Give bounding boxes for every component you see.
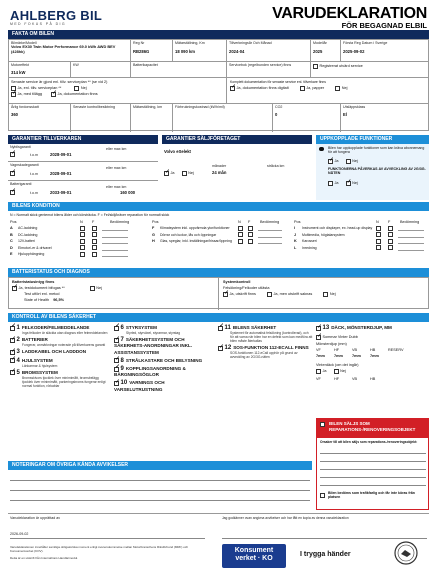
condition-n-checkbox[interactable] [238,226,243,231]
safety-item [10,370,110,388]
service-addition-checkbox[interactable] [11,92,16,97]
condition-n-checkbox[interactable] [376,245,381,250]
updates-box: Bilen har uppkopplade funktioner som kan kräva abonnemang för att fungera ✓Ja Nej FUNKTIONERNA PÅVERKAS AV AVVECKLING AV 2G/3G-NÄTEN Ja ✓ Nej [316,144,429,200]
safety-title: BATTERIER [21,337,48,343]
safety-item [114,380,214,392]
repair-reasons-label: Orsaker till att bilen säljs som reparations-/renoveringsobjekt: [320,440,418,444]
condition-f-checkbox[interactable] [92,232,97,237]
model-label: Bilmärke/Modell [11,41,37,45]
condition-label: Dörrar och luckor, lås och öppningar [160,232,217,237]
condition-label: Multimedia, högtalarsystem [302,232,345,237]
safety-item [218,345,313,359]
co2-value: 0 [275,112,278,117]
condition-label: DC-laddning [18,232,38,237]
section-safety: KONTROLL AV BILENS SÄKERHET [8,313,429,322]
battery-soh-value: 96,5% [53,298,64,302]
seller-warranty-months: 24 mån [212,170,227,175]
safety-number: 6 [120,325,124,331]
condition-rating-line[interactable] [258,243,282,244]
condition-grid [8,219,429,263]
row-tax [9,104,428,132]
battery-cap-label: Batterikapacitet [133,63,158,67]
safety-title: SÄKERHETSSYSTEM OCH SÄKERHETS-ANORDNINGAR INKL. ASSISTANSSYSTEM [114,337,193,355]
condition-n-checkbox[interactable] [238,239,243,244]
safety-item [218,325,313,343]
section-notes: NOTERINGAR OM ÖVRIGA KÄNDA AVVIKELSER [8,461,312,470]
section-updates: UPPKOPPLADE FUNKTIONER [316,135,429,144]
safety-number: 11 [224,325,231,331]
safety-checkbox[interactable] [10,350,15,355]
safety-checkbox[interactable] [10,358,15,363]
safety-item [114,358,214,364]
seller-warranty-yes-checkbox[interactable] [164,171,169,176]
tire-cols: VF HF VB HB RESERV [316,348,404,352]
condition-label: Karosseri [302,239,317,243]
battery-cert-yes-checkbox[interactable] [12,286,17,291]
firstreg-label: Första Reg Datum i Sverige [343,41,388,45]
repair-object-checkbox[interactable] [320,422,325,427]
brand-logo [10,8,102,26]
condition-f-checkbox[interactable] [92,239,97,244]
condition-label: Klimatsystem inkl. uppvärmda ytor/funktioner [160,226,230,230]
condition-row [152,238,290,245]
rust-warranty-checkbox[interactable] [10,171,15,176]
sys-yes-noprintout-checkbox[interactable] [267,292,272,297]
energy-label: Förbrukningskostnad (kWh/mil) [175,105,225,109]
row-power [9,62,428,78]
safety-item [114,337,214,356]
tax-label: Årlig fordonsskatt [11,105,39,109]
condition-n-checkbox[interactable] [80,252,85,257]
warranty-seller: Volvo eSelekt månader stråcka km ✓Ja Nej 24 mån [162,144,312,200]
winter-yes-checkbox[interactable] [316,369,321,374]
condition-label: Hjulupphängning [18,252,45,256]
condition-code: A [10,226,13,230]
condition-code: C [10,239,13,243]
safety-item [114,325,214,335]
seal-icon [394,541,418,565]
safety-col-2 [114,325,214,395]
rust-warranty-until: 2028-09-01 [50,171,72,176]
battery-warranty-km: 160 000 [120,190,136,195]
updates-no-checkbox[interactable] [346,159,351,164]
warranty-dealer: Nybilsgaranti ✓ t.o.m 2028-09-01 eller max km Vagnskadegaranti ✓ t.o.m 2028-09-01 eller max km Batterigaranti ✓ t.o.m 2033-09-01 eller max km 160 000 [8,144,158,200]
updates2-yes-checkbox[interactable] [328,181,333,186]
safety-checkbox[interactable] [218,326,223,331]
sys-yes-printout-checkbox[interactable] [223,292,228,297]
condition-label: 12V-batteri [18,239,35,243]
condition-f-checkbox[interactable] [388,239,393,244]
seller-warranty-name: Volvo eSelekt [164,149,191,154]
safety-checkbox[interactable] [10,370,15,375]
safety-number: 5 [16,369,20,376]
car-facts [8,39,429,131]
safety-col-3 [218,325,313,361]
repair-notice-header: BILEN SÄLJS SOM REPARATIONS-/RENOVERINGSOBJEKT [317,419,428,438]
condition-n-checkbox[interactable] [80,239,85,244]
mileage-value: 18 090 km [175,49,196,54]
safety-subtitle: Bromsskivors tjocklek över minimimått, bromsbelägg tjocklek över minimimått, parkeringsbroms fungerar enligt normal funktion, rörkablar [22,376,106,389]
tires-check[interactable] [316,326,321,331]
safety-subtitle: Länkarmar & hjulsystem [22,363,58,368]
condition-label: Glas, speglar, inkl. inställningar/hissar/öppning [160,239,232,243]
section-warranty-dealer: GARANTIER TILLVERKAREN [8,135,158,144]
condition-n-checkbox[interactable] [80,232,85,237]
safety-subtitle: SOS-funktionen 112-eCall upphör på grund av avveckling av 2G/3G-näten [230,351,298,360]
rust-warranty-label: Vagnskadegaranti [10,163,39,167]
condition-n-checkbox[interactable] [80,226,85,231]
co2-label: CO2 [275,105,283,109]
safety-title: SOS-FUNKTION 112-ECALL FINNS [233,345,309,351]
condition-legend: N = Normalt skick gentemot bilens ålder och körsträcka. F = Fel/skilj/kräver reparation för normalt skick [10,213,170,217]
condition-col2: Pos N F Bedömning F Klimatsystem inkl. uppvärmda ytor/funktioner G Dörrar och luckor, lås och öppningar H Glas, speglar, inkl. inställningar/hissar/öppning [152,219,290,245]
condition-n-checkbox[interactable] [376,232,381,237]
battery-cert-label: Batteristatusintyg finns [12,280,55,284]
condition-f-checkbox[interactable] [388,226,393,231]
safety-title: HJULSYSTEM [21,357,53,363]
doc-subtitle: FÖR BEGAGNAD ELBIL [341,21,427,30]
condition-f-checkbox[interactable] [92,226,97,231]
safety-col-1 [10,325,110,390]
condition-list-1 [10,225,148,258]
safety-checkbox[interactable] [114,381,119,386]
safety-item [114,366,214,378]
battery-box: Batteristatusintyg finns ✓Ja, testdokument bifogas ** Nej Test utfört enl. metod State of Health 96,5% Systemkontroll Felsökning/Felkoder utlästa ✓Ja, utskrift finns Ja, men utskrift saknas Nej [8,277,429,309]
model-value: Volvo EX30 Twin Motor Performance 69.0 kWh AWD BEV (428hk) [11,44,116,54]
condition-f-checkbox[interactable] [92,245,97,250]
safety-title: LADDKABEL OCH LADDDON [21,349,87,355]
safety-checkbox[interactable] [114,358,119,363]
prepared-by-label: Varudeklaration är upprättad av [10,516,61,520]
modelyear-label: Modellår [313,41,327,45]
traffic-danger-checkbox[interactable] [320,493,325,498]
safety-number: 8 [120,357,124,364]
safety-number: 9 [120,366,124,373]
inspection-km-label: Mätarställning, km [133,105,163,109]
condition-code: L [294,245,297,250]
safety-item [10,358,110,368]
battery-warranty-until: 2033-09-01 [50,190,72,195]
condition-f-checkbox[interactable] [92,252,97,257]
safety-checkbox[interactable] [114,367,119,372]
new-warranty-until: 2028-09-01 [50,152,72,157]
condition-f-checkbox[interactable] [388,232,393,237]
made-label: Tillverkningsår Och Månad [229,41,272,45]
safety-number: 7 [120,337,124,344]
service-no-checkbox[interactable] [74,86,79,91]
reg-value: RB286G [133,49,150,54]
section-warranty-seller: GARANTIER SÄLJFÖRETAGET [162,135,312,144]
condition-f-checkbox[interactable] [248,226,253,231]
condition-n-checkbox[interactable] [238,232,243,237]
section-condition: BILENS KONDITION [8,202,429,211]
condition-list-3 [294,225,429,251]
condition-code: H [152,239,155,243]
sys-no-checkbox[interactable] [323,292,328,297]
doc-title [272,5,427,30]
tire-vals: 7mm 7mm 7mm 7mm [316,354,379,358]
condition-code: I [294,226,296,230]
power-value: 314 kW [11,70,26,75]
section-battery: BATTERISTATUS OCH DIAGNOS [8,268,429,277]
servicebook-label: Servicebok (regelbunden service) finns [229,63,292,67]
updates-2g3g-question: FUNKTIONERNA PÅVERKAS AV AVVECKLING AV 2G/3G-NÄTEN [328,167,426,176]
inspection-label: Senaste kontrollbesiktning [73,105,115,109]
condition-n-checkbox[interactable] [376,226,381,231]
prepared-date: 2026-09-02 [10,532,29,536]
trust-text: I trygga händer [300,551,351,558]
condition-rating-line[interactable] [102,256,128,257]
safety-title: FELKODER/FELMEDDELANDE [21,325,90,330]
condition-f-checkbox[interactable] [388,245,393,250]
ack-label: Jag godkänner ovan angivna avvikelser och har fått en kopia av denna varudeklaration [222,516,349,520]
safety-item [10,337,110,347]
condition-code: J [294,232,297,237]
seller-warranty-no-checkbox[interactable] [182,171,187,176]
consumer-agency-badge: Konsument verket · KO [222,544,286,568]
safety-subtitle: Systemet för automatisk felsökning (kontrollerad), och för att varna när bilen har en defekt som kan medföra att bilen måste återkallas [230,331,313,344]
battery-warranty-label: Batterigaranti [10,182,32,186]
safety-checkbox[interactable] [114,326,119,331]
condition-label: AC-laddning [18,226,38,230]
tire-cols-winter: VF HF VB HB [316,377,376,381]
kw-label: KW [73,63,79,67]
info-dot-icon [319,147,324,152]
docs-digital-checkbox[interactable] [230,86,235,91]
power-label: Motoreffekt [11,63,29,67]
tire-summer-checkbox[interactable] [316,335,321,340]
condition-label: Instrument och displayer, ex. head-up display [302,226,373,230]
tax-value: 360 [11,112,18,117]
docs-paper-checkbox[interactable] [300,86,305,91]
safety-checkbox[interactable] [10,338,15,343]
new-warranty-label: Nybilsgaranti [10,145,31,149]
safety-subtitle: Fungerar, anmärkningar noterade på tillverkarens garanti [22,343,106,348]
signature-row [8,513,429,543]
registered-checkbox[interactable] [313,64,318,69]
safety-number: 3 [16,349,20,356]
condition-rating-line[interactable] [398,250,424,251]
safety-title: BROMSSYSTEM [21,369,58,375]
safety-checkbox[interactable] [218,346,223,351]
updates2-no-checkbox[interactable] [346,181,351,186]
safety-item [10,325,110,335]
safety-number: 2 [16,337,20,344]
condition-f-checkbox[interactable] [248,239,253,244]
safety-title: STYRSYSTEM [125,325,157,330]
safety-checkbox[interactable] [114,338,119,343]
condition-code: B [10,232,13,237]
safety-title: KOPPLINGSANORDNING & BÄRGNINGSÖGLOR [114,366,186,378]
section-car: FAKTA OM BILEN [8,30,429,39]
updates-question: Bilen har uppkopplade funktioner som kan kräva abonnemang för att fungera [328,146,425,155]
condition-label: Elmotor/-er & drivaxel [18,245,52,250]
registered-check[interactable]: Registrerat utvärd service [313,63,363,69]
condition-code: E [10,252,13,256]
complete-question: Komplett dokumentation för senaste service enl. tillverkare finns [230,80,326,84]
firstreg-value: 2025-09-02 [343,49,365,54]
condition-code: G [152,232,155,237]
battery-cert-no-checkbox[interactable] [90,286,95,291]
modelyear-value: 2025 [313,49,323,54]
mileage-label: Mätarställning, Km [175,41,205,45]
repair-notice: BILEN SÄLJS SOM REPARATIONS-/RENOVERINGSOBJEKT Orsaker till att bilen säljs som reparations-/renoveringsobjekt: Bilen bedöms som trafikfarlig och får inte köras från platsen [316,418,429,510]
safety-subtitle: Styrled, styrväxel, styrarmar, styrstag [126,331,181,336]
brand-name: AHLBERG BIL [10,8,103,23]
updates-yes-checkbox[interactable] [328,159,333,164]
brand-tagline: MED FOKUS PÅ DIG [10,22,67,26]
safety-title: STRÅLKASTARE OCH BELYSNING [125,357,203,363]
safety-subtitle: Inga felkoder är släckta utan diagnos eller felmeddelanden [22,331,108,336]
class-value: El [343,112,347,117]
service-docs-checkbox[interactable] [51,92,56,97]
condition-n-checkbox[interactable] [376,239,381,244]
condition-code: K [294,239,297,243]
reg-label: Reg Nr [133,41,145,45]
safety-number: 10 [120,380,128,387]
new-warranty-checkbox[interactable] [10,152,15,157]
fine-print: Varudeklarationen innehåller samtliga obligatoriska moment enligt överenskommelse mellan Motorbranschens Riksförbund (MRF) och Konsumentverket (KOV). Detta är en utskrift från InternalCars Handlarmodul. [10,545,189,560]
condition-row [10,251,148,258]
safety-number: 1 [16,325,20,331]
condition-n-checkbox[interactable] [80,245,85,250]
safety-checkbox[interactable] [10,326,15,331]
safety-number: 12 [224,345,232,352]
winter-no-checkbox[interactable] [334,369,339,374]
safety-title: VARNINGS OCH VARSELUTRUSTNING [114,380,165,392]
safety-number: 4 [16,357,20,364]
condition-code: D [10,245,13,250]
safety-item [10,349,110,355]
condition-col1: Pos N F Bedömning A AC-laddning B DC-laddning C 12V-batteri D Elmotor/-er & drivaxel E Hjulupphängning [10,219,148,258]
row-service: Senaste service är gjord enl. tillv. serviceplan ** (se vid 2) Ja, enl. tillv. serviceplan ** Nej ✓Ja, med tillägg ✓ Ja, dokumentation finns Komplett dokumentation för senaste service enl. tillverkare finns ✓Ja, dokumentation finns digitalt Ja, papper Nej [9,78,428,104]
docs-no-checkbox[interactable] [335,86,340,91]
condition-code: F [152,226,155,230]
tires-box: ✓13 DÄCK, MÖNSTERDJUP, MM ✓Sommar Vinter Dubb Mönsterdjup (mm) VF HF VB HB RESERV 7mm 7mm 7mm 7mm Vinterdäck (om det ingår) Ja Nej VF HF VB HB [316,325,429,413]
condition-f-checkbox[interactable] [248,232,253,237]
row-model [9,40,428,62]
battery-warranty-checkbox[interactable] [10,190,15,195]
safety-title: BILENS SÄKERHET [232,325,277,330]
class-label: Utsläppsklass [343,105,366,109]
condition-label: Inredning [302,245,317,250]
service-question: Senaste service är gjord enl. tillv. serviceplan ** (se vid 2) [11,80,108,84]
made-value: 2024-04 [229,49,245,54]
condition-col3: Pos N F Bedömning I Instrument och displayer, ex. head-up display J Multimedia, högtalarsystem K Karosseri L Inredning [294,219,429,251]
notes-area[interactable] [8,470,312,510]
system-check-label: Systemkontroll [223,280,251,284]
condition-list-2 [152,225,290,245]
condition-row [294,245,429,252]
doc-title-main: VARUDEKLARATION [272,5,427,22]
